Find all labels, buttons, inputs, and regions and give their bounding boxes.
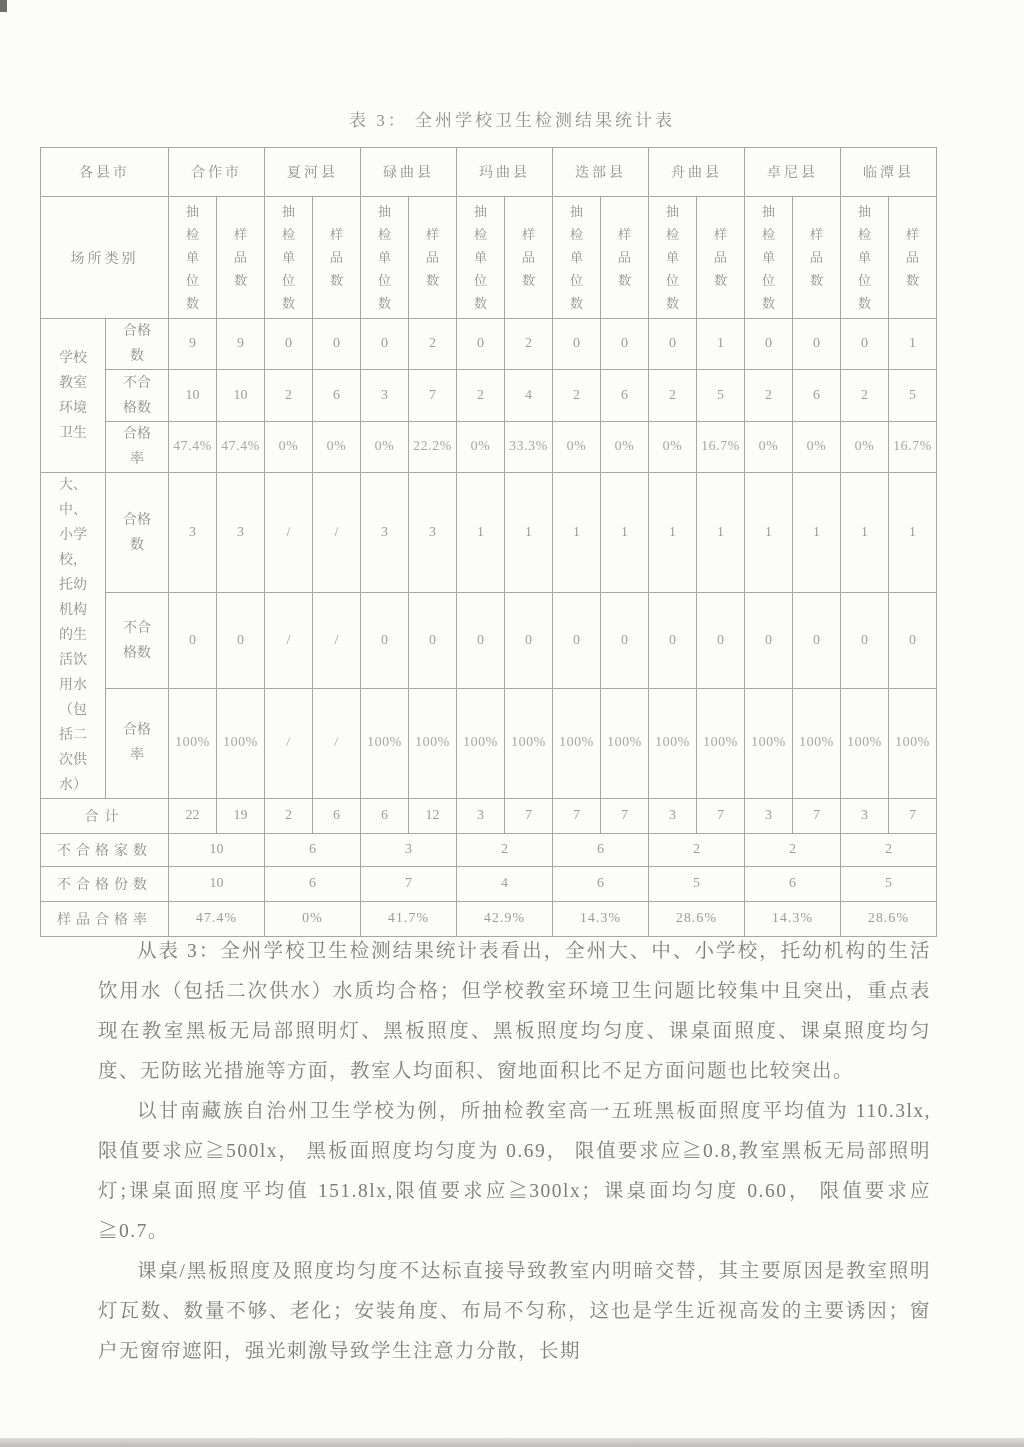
subcol-sample-header: 样品数 — [409, 197, 457, 319]
table-cell: 2 — [265, 799, 313, 834]
table-cell: 2 — [553, 370, 601, 422]
table-cell: 33.3% — [505, 422, 553, 473]
table-cell: 42.9% — [457, 902, 553, 937]
table-cell: 0% — [745, 422, 793, 473]
table-cell: 1 — [889, 319, 937, 370]
table-cell: 16.7% — [889, 422, 937, 473]
table-cell: 0 — [553, 319, 601, 370]
table-cell: 0% — [601, 422, 649, 473]
table-cell: / — [313, 473, 361, 593]
row-label: 合格率 — [106, 422, 169, 473]
table-row — [41, 473, 937, 593]
subcol-unit-header: 抽检单位数 — [553, 197, 601, 319]
table-cell: 2 — [649, 834, 745, 867]
table-cell: 0% — [553, 422, 601, 473]
paragraph-1: 从表 3：全州学校卫生检测结果统计表看出，全州大、中、小学校，托幼机构的生活饮用水（包括二次供水）水质均合格；但学校教室环境卫生问题比较集中且突出，重点表现在教室黑板无局部照明灯、黑板照度、黑板照度均匀度、课桌面照度、课桌照度均匀度、无防眩光措施等方面，教室人均面积、窗地面积比不足方面问题也比较突出。 — [98, 941, 931, 1082]
table-cell: 2 — [457, 834, 553, 867]
subcol-unit-header: 抽检单位数 — [457, 197, 505, 319]
table-cell: 2 — [505, 319, 553, 370]
table-cell: 1 — [457, 473, 505, 593]
table-cell: 14.3% — [553, 902, 649, 937]
table-cell: 0 — [457, 319, 505, 370]
county-header: 迭部县 — [553, 148, 649, 197]
table-cell: 2 — [649, 370, 697, 422]
summary-label: 不合格份数 — [41, 867, 169, 902]
table-cell: 7 — [361, 867, 457, 902]
table-cell: 9 — [217, 319, 265, 370]
table-cell: 14.3% — [745, 902, 841, 937]
summary-label: 样品合格率 — [41, 902, 169, 937]
table-cell: 100% — [553, 688, 601, 798]
table-cell: 0 — [697, 593, 745, 688]
table-cell: 10 — [217, 370, 265, 422]
table-cell: 0 — [889, 593, 937, 688]
subcol-sample-header: 样品数 — [793, 197, 841, 319]
table-cell: 28.6% — [841, 902, 937, 937]
table-cell: 47.4% — [217, 422, 265, 473]
table-cell: 22 — [169, 799, 217, 834]
table-cell: 1 — [649, 473, 697, 593]
table-row — [41, 370, 937, 422]
table-cell: / — [265, 688, 313, 798]
table-cell: 6 — [793, 370, 841, 422]
table-row-total — [41, 799, 937, 834]
table-cell: 0% — [361, 422, 409, 473]
table-cell: 6 — [745, 867, 841, 902]
table-cell: 10 — [169, 834, 265, 867]
table-cell: 0 — [361, 319, 409, 370]
table-cell: 3 — [361, 473, 409, 593]
table-cell: 100% — [745, 688, 793, 798]
subcol-unit-header: 抽检单位数 — [841, 197, 889, 319]
table-cell: / — [313, 688, 361, 798]
table-cell: 0 — [841, 319, 889, 370]
section-label-classroom: 学校教室环境卫生 — [41, 319, 106, 473]
table-cell: 0 — [409, 593, 457, 688]
table-row — [41, 688, 937, 798]
table-cell: 0% — [313, 422, 361, 473]
scan-edge — [0, 1438, 1024, 1447]
table-cell: 3 — [409, 473, 457, 593]
county-header: 玛曲县 — [457, 148, 553, 197]
paragraph-3: 课桌/黑板照度及照度均匀度不达标直接导致教室内明暗交替，其主要原因是教室照明灯瓦数、数量不够、老化；安装角度、布局不匀称，这也是学生近视高发的主要诱因；窗户无窗帘遮阳，强光刺激导致学生注意力分散，长期 — [98, 1261, 931, 1362]
table-cell: 7 — [793, 799, 841, 834]
table-cell: 0 — [457, 593, 505, 688]
table-row-summary — [41, 867, 937, 902]
total-label: 合计 — [41, 799, 169, 834]
table-cell: 100% — [697, 688, 745, 798]
table-cell: 0 — [553, 593, 601, 688]
table-cell: 2 — [409, 319, 457, 370]
table-cell: 3 — [361, 834, 457, 867]
table-row — [41, 593, 937, 688]
subcol-unit-header: 抽检单位数 — [745, 197, 793, 319]
county-header: 夏河县 — [265, 148, 361, 197]
table-cell: 3 — [217, 473, 265, 593]
table-cell: 100% — [601, 688, 649, 798]
subcol-sample-header: 样品数 — [601, 197, 649, 319]
table-cell: 100% — [457, 688, 505, 798]
scan-artifact — [0, 0, 7, 12]
table-cell: 2 — [841, 370, 889, 422]
table-cell: 0 — [169, 593, 217, 688]
section-label-water: 大、中、小学校，托幼机构的生活饮用水（包括二次供水） — [41, 473, 106, 799]
table-cell: 6 — [265, 867, 361, 902]
table-cell: 3 — [745, 799, 793, 834]
table-cell: 1 — [697, 473, 745, 593]
table-cell: 0 — [649, 319, 697, 370]
table-cell: 1 — [697, 319, 745, 370]
table-cell: 0 — [841, 593, 889, 688]
table-cell: 4 — [505, 370, 553, 422]
table-cell: 100% — [649, 688, 697, 798]
table-cell: 100% — [361, 688, 409, 798]
subcol-unit-header: 抽检单位数 — [361, 197, 409, 319]
table-cell: 1 — [889, 473, 937, 593]
table-cell: 47.4% — [169, 902, 265, 937]
body-text — [98, 932, 931, 1372]
table-cell: 0 — [745, 319, 793, 370]
table-cell: 19 — [217, 799, 265, 834]
subcol-unit-header: 抽检单位数 — [265, 197, 313, 319]
table-cell: 10 — [169, 867, 265, 902]
county-header: 合作市 — [169, 148, 265, 197]
summary-label: 不合格家数 — [41, 834, 169, 867]
row-label: 合格数 — [106, 319, 169, 370]
table-cell: 0% — [265, 902, 361, 937]
table-cell: 1 — [505, 473, 553, 593]
table-cell: 1 — [745, 473, 793, 593]
table-cell: 0% — [841, 422, 889, 473]
table-cell: 0 — [793, 319, 841, 370]
table-cell: 100% — [217, 688, 265, 798]
table-cell: / — [265, 473, 313, 593]
table-cell: 6 — [361, 799, 409, 834]
table-cell: 3 — [361, 370, 409, 422]
table-cell: / — [265, 593, 313, 688]
county-header: 卓尼县 — [745, 148, 841, 197]
table-cell: 0% — [265, 422, 313, 473]
header-row-counties — [41, 148, 937, 197]
table-cell: 3 — [169, 473, 217, 593]
table-cell: 6 — [553, 867, 649, 902]
table-cell: 16.7% — [697, 422, 745, 473]
table-cell: 2 — [265, 370, 313, 422]
table-cell: 0% — [649, 422, 697, 473]
table-cell: 2 — [841, 834, 937, 867]
table-cell: 7 — [697, 799, 745, 834]
row-label: 不合格数 — [106, 370, 169, 422]
table-cell: 5 — [649, 867, 745, 902]
table-cell: 1 — [793, 473, 841, 593]
table-cell: 0 — [265, 319, 313, 370]
table-cell: 6 — [265, 834, 361, 867]
table-cell: 7 — [889, 799, 937, 834]
table-cell: 100% — [505, 688, 553, 798]
table-cell: 9 — [169, 319, 217, 370]
table-cell: 1 — [841, 473, 889, 593]
corner-cell: 各县市 — [41, 148, 169, 197]
subcol-sample-header: 样品数 — [697, 197, 745, 319]
table-cell: 4 — [457, 867, 553, 902]
subcol-unit-header: 抽检单位数 — [649, 197, 697, 319]
table-cell: 100% — [409, 688, 457, 798]
table-row — [41, 422, 937, 473]
table-cell: 3 — [649, 799, 697, 834]
table-cell: 6 — [313, 799, 361, 834]
table-cell: 2 — [457, 370, 505, 422]
table-title: 表 3： 全州学校卫生检测结果统计表 — [349, 111, 675, 130]
table-cell: 5 — [841, 867, 937, 902]
subcol-unit-header: 抽检单位数 — [169, 197, 217, 319]
table-cell: 12 — [409, 799, 457, 834]
table-cell: 6 — [313, 370, 361, 422]
county-header: 碌曲县 — [361, 148, 457, 197]
table-cell: 0 — [745, 593, 793, 688]
table-cell: 0 — [793, 593, 841, 688]
table-cell: 0 — [217, 593, 265, 688]
table-cell: 100% — [169, 688, 217, 798]
paragraph-2: 以甘南藏族自治州卫生学校为例，所抽检教室高一五班黑板面照度平均值为 110.3lx,限值要求应≧500lx， 黑板面照度均匀度为 0.69， 限值要求应≧0.8,教室黑板无局部照明灯;课桌面照度平均值 151.8lx,限值要求应≧300lx；课桌面均匀度 0.60， 限值要求应≧0.7。 — [98, 1101, 931, 1242]
row-label: 合格数 — [106, 473, 169, 593]
table-cell: 0 — [505, 593, 553, 688]
county-header: 舟曲县 — [649, 148, 745, 197]
table-cell: 100% — [793, 688, 841, 798]
table-cell: 3 — [841, 799, 889, 834]
table-row — [41, 319, 937, 370]
table-cell: 2 — [745, 370, 793, 422]
table-cell: 1 — [553, 473, 601, 593]
table-cell: / — [313, 593, 361, 688]
table-cell: 1 — [601, 473, 649, 593]
table-cell: 6 — [553, 834, 649, 867]
row-label: 不合格数 — [106, 593, 169, 688]
table-cell: 7 — [409, 370, 457, 422]
row-label: 合格率 — [106, 688, 169, 798]
table-cell: 6 — [601, 370, 649, 422]
table-cell: 3 — [457, 799, 505, 834]
table-cell: 7 — [505, 799, 553, 834]
table-cell: 2 — [745, 834, 841, 867]
subcol-sample-header: 样品数 — [505, 197, 553, 319]
subcol-sample-header: 样品数 — [313, 197, 361, 319]
table-cell: 0 — [361, 593, 409, 688]
table-cell: 7 — [601, 799, 649, 834]
subcol-sample-header: 样品数 — [889, 197, 937, 319]
table-cell: 0% — [457, 422, 505, 473]
header-row-subcols — [41, 197, 937, 319]
table-cell: 7 — [553, 799, 601, 834]
category-label-cell: 场所类别 — [41, 197, 169, 319]
statistics-table — [40, 147, 937, 937]
table-cell: 0 — [601, 593, 649, 688]
table-cell: 0% — [793, 422, 841, 473]
county-header: 临潭县 — [841, 148, 937, 197]
subcol-sample-header: 样品数 — [217, 197, 265, 319]
table-cell: 0 — [313, 319, 361, 370]
table-cell: 0 — [649, 593, 697, 688]
table-cell: 22.2% — [409, 422, 457, 473]
table-cell: 10 — [169, 370, 217, 422]
table-cell: 47.4% — [169, 422, 217, 473]
table-cell: 5 — [697, 370, 745, 422]
table-cell: 0 — [601, 319, 649, 370]
table-row-summary — [41, 834, 937, 867]
table-cell: 41.7% — [361, 902, 457, 937]
table-cell: 100% — [841, 688, 889, 798]
table-cell: 28.6% — [649, 902, 745, 937]
table-cell: 100% — [889, 688, 937, 798]
table-cell: 5 — [889, 370, 937, 422]
